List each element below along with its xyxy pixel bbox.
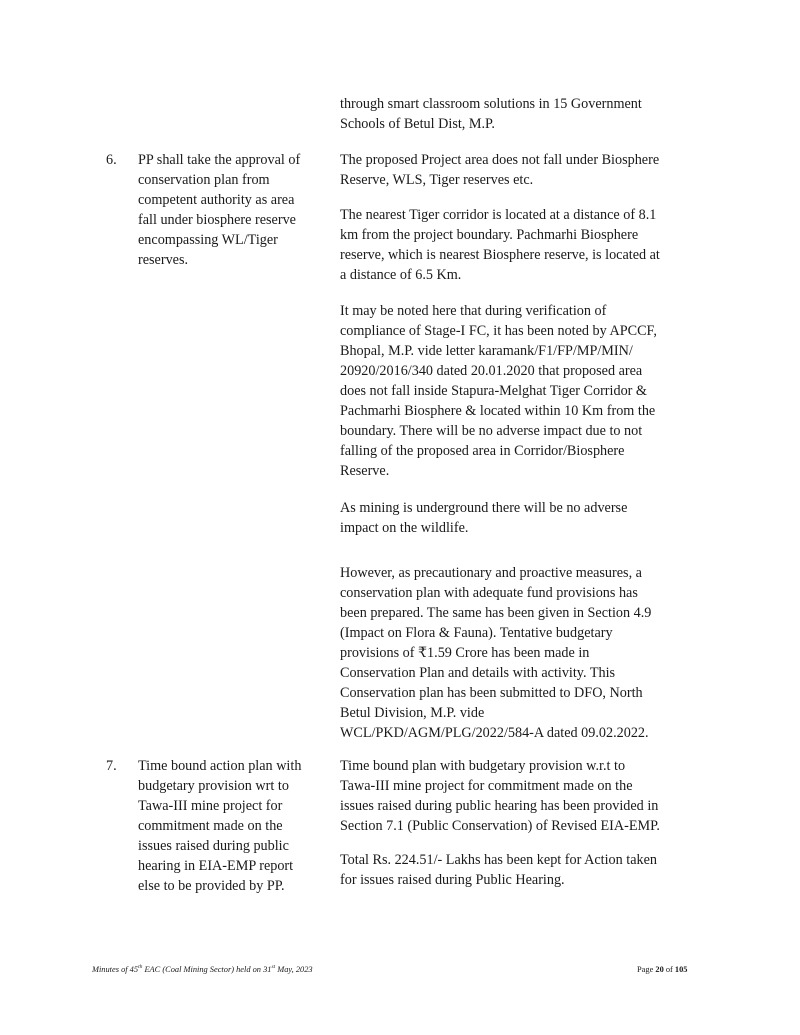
condition-text: PP shall take the approval of conservation plan from competent authority as area fall under biosphere reserve encompassing WL/Tiger reserves. — [138, 152, 301, 268]
footer-text: Minutes of 45 — [92, 965, 139, 974]
condition-text: Time bound action plan with budgetary provision wrt to Tawa-III mine project for commitment made on the issues raised during public hearing in EIA-EMP report else to be provided by PP. — [138, 758, 302, 894]
response-paragraph: It may be noted here that during verification of compliance of Stage-I FC, it has been noted by APCCF, Bhopal, M.P. vide letter karamank/F1/FP/MP/MIN/ 20920/2016/340 dated 20.01.2020 that proposed area does not fall inside Stapura-Melghat Tiger Corridor & Pachmarhi Biosphere & located within 10 Km from the boundary. There will be no adverse impact due to not falling of the proposed area in Corridor/Biosphere Reserve. — [340, 303, 657, 479]
footer-page-number — [637, 964, 687, 976]
footer-text: May, 2023 — [275, 965, 313, 974]
page-label: Page — [637, 965, 656, 974]
footer-text: EAC (Coal Mining Sector) held on 31 — [142, 965, 272, 974]
response-paragraph: Total Rs. 224.51/- Lakhs has been kept for Action taken for issues raised during Public Hearing. — [340, 852, 657, 888]
response-paragraph: However, as precautionary and proactive measures, a conservation plan with adequate fund provisions has been prepared. The same has been given in Section 4.9 (Impact on Flora & Fauna). Tentative budgetary provisions of ₹1.59 Crore has been made in Conservation Plan and details with activity. This Conservation plan has been submitted to DFO, North Betul Division, M.P. vide WCL/PKD/AGM/PLG/2022/584-A dated 09.02.2022. — [340, 565, 652, 741]
response-paragraph: through smart classroom solutions in 15 Government Schools of Betul Dist, M.P. — [340, 96, 642, 132]
response-paragraph: As mining is underground there will be no adverse impact on the wildlife. — [340, 500, 628, 536]
row-number: 7. — [106, 758, 117, 774]
footer-minutes-caption — [92, 964, 313, 976]
footer-superscript: st — [271, 964, 276, 971]
page-current: 20 — [655, 965, 664, 974]
response-paragraph: Time bound plan with budgetary provision w.r.t to Tawa-III mine project for commitment made on the issues raised during public hearing has been provided in Section 7.1 (Public Conservation) of Revised EIA-EMP. — [340, 758, 660, 834]
response-paragraph: The proposed Project area does not fall under Biosphere Reserve, WLS, Tiger reserves etc. — [340, 152, 660, 188]
page-of-label: of — [663, 965, 675, 974]
row-number: 6. — [106, 152, 117, 168]
footer-superscript: th — [138, 964, 143, 971]
page-total: 105 — [674, 965, 688, 974]
response-paragraph: The nearest Tiger corridor is located at a distance of 8.1 km from the project boundary. Pachmarhi Biosphere reserve, which is nearest Biosphere reserve, is located at a distance of 6.5 Km. — [340, 207, 660, 283]
